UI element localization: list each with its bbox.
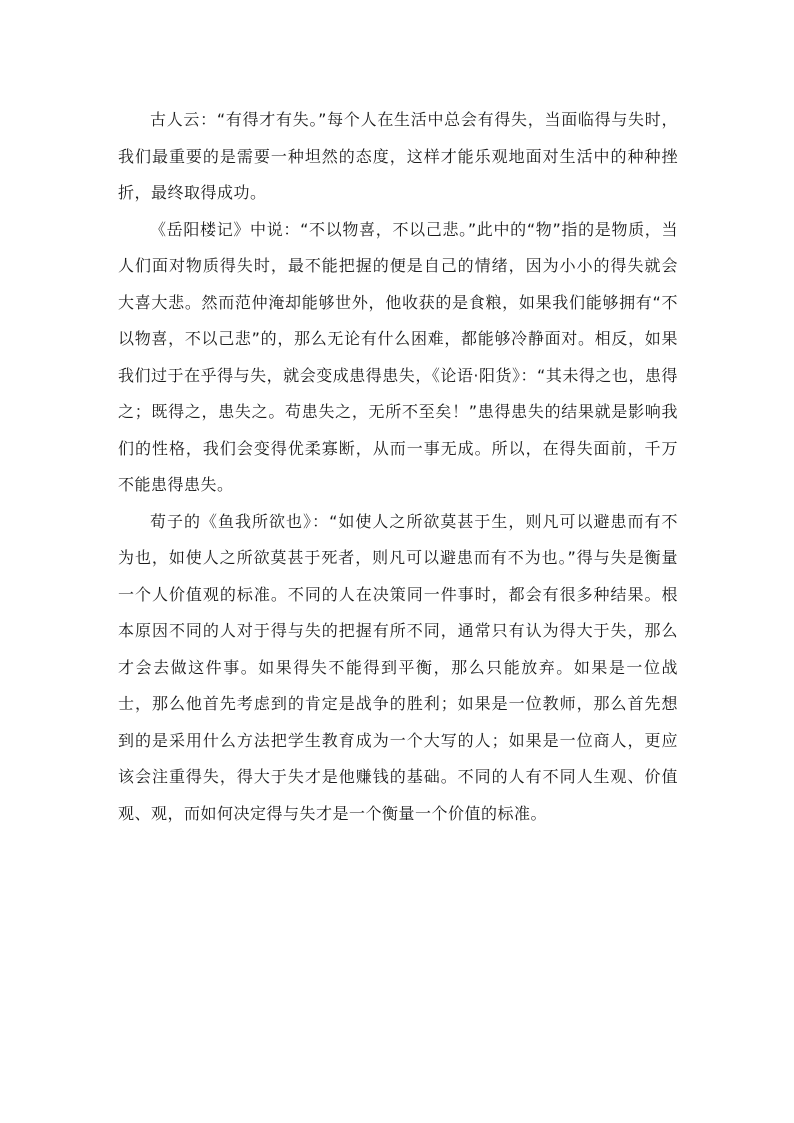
document-body	[118, 102, 678, 832]
paragraph-2: 《岳阳楼记》中说：“不以物喜，不以己悲。”此中的“物”指的是物质，当人们面对物质得失时，最不能把握的便是自己的情绪，因为小小的得失就会大喜大悲。然而范仲淹却能够世外，他收获的是食粮，如果我们能够拥有“不以物喜，不以己悲”的，那么无论有什么困难，都能够冷静面对。相反，如果我们过于在乎得与失，就会变成患得患失，《论语·阳货》：“其未得之也，患得之；既得之，患失之。苟患失之，无所不至矣！”患得患失的结果就是影响我们的性格，我们会变得优柔寡断，从而一事无成。所以，在得失面前，千万不能患得患失。	[118, 219, 678, 494]
paragraph-3: 荀子的《鱼我所欲也》：“如使人之所欲莫甚于生，则凡可以避患而有不为也，如使人之所欲莫甚于死者，则凡可以避患而有不为也。”得与失是衡量一个人价值观的标准。不同的人在决策同一件事时，都会有很多种结果。根本原因不同的人对于得与失的把握有所不同，通常只有认为得大于失，那么才会去做这件事。如果得失不能得到平衡，那么只能放弃。如果是一位战士，那么他首先考虑到的肯定是战争的胜利；如果是一位教师，那么首先想到的是采用什么方法把学生教育成为一个大写的人；如果是一位商人，更应该会注重得失，得大于失才是他赚钱的基础。不同的人有不同人生观、价值观、观，而如何决定得与失才是一个衡量一个价值的标准。	[118, 511, 678, 823]
paragraph-1: 古人云：“有得才有失。”每个人在生活中总会有得失，当面临得与失时，我们最重要的是需要一种坦然的态度，这样才能乐观地面对生活中的种种挫折，最终取得成功。	[118, 110, 678, 202]
